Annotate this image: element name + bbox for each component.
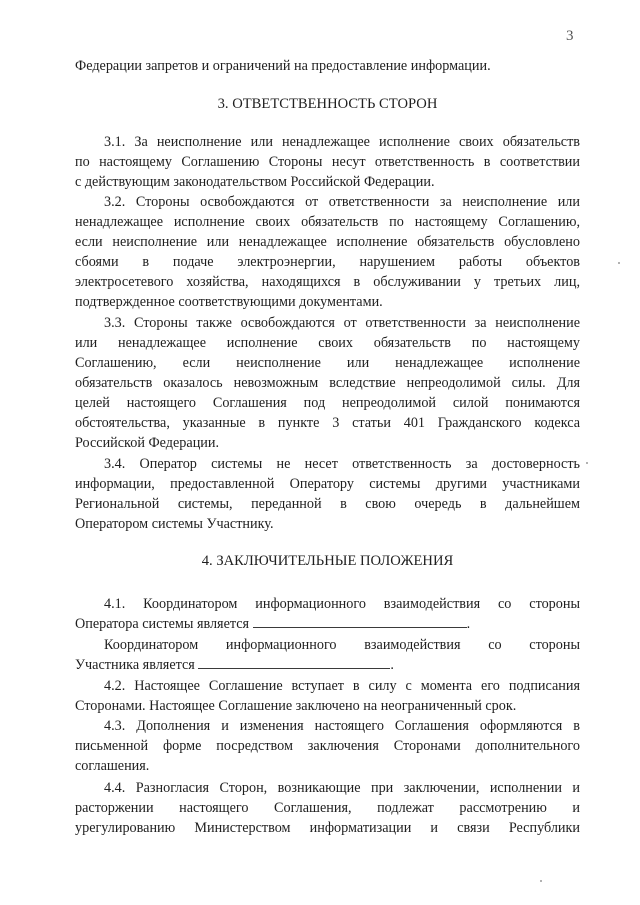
clause-3-3-line: или ненадлежащее исполнение своих обязательств по настоящему <box>75 335 580 351</box>
clause-4-4-line: расторжении настоящего Соглашения, подлежат рассмотрению и <box>75 800 580 816</box>
clause-3-1-line: с действующим законодательством Российской Федерации. <box>75 174 435 190</box>
clause-4-1-line: 4.1. Координатором информационного взаимодействия со стороны <box>104 596 580 612</box>
page-number: 3 <box>566 28 574 44</box>
scan-speck <box>540 880 542 882</box>
clause-4-2-line: Сторонами. Настоящее Соглашение заключено на неограниченный срок. <box>75 698 517 714</box>
clause-3-2-line: ненадлежащее исполнение своих обязательств по настоящему Соглашению, <box>75 214 580 230</box>
scan-speck <box>586 462 588 464</box>
clause-3-3-line: целей настоящего Соглашения под непреодолимой силой понимаются <box>75 395 580 411</box>
clause-3-3-line: Соглашению, если неисполнение или ненадлежащее исполнение <box>75 355 580 371</box>
clause-3-2-line: электросетевого хозяйства, находящихся в обслуживании у третьих лиц, <box>75 274 580 290</box>
clause-3-2-line: подтвержденное соответствующими документами. <box>75 294 383 310</box>
clause-3-2-line: если неисполнение или ненадлежащее исполнение обязательств обусловлено <box>75 234 580 250</box>
clause-3-3-line: Российской Федерации. <box>75 435 220 451</box>
clause-4-1-line <box>75 655 580 675</box>
scan-speck <box>618 262 620 264</box>
section-3-heading <box>75 93 580 115</box>
clause-3-1-line: 3.1. За неисполнение или ненадлежащее исполнение своих обязательств <box>104 134 580 150</box>
blank-field-operator <box>253 614 467 628</box>
clause-4-3-line: письменной форме посредством заключения Сторонами дополнительного <box>75 738 580 754</box>
clause-3-3-line: обязательств оказалось невозможным вследствие непреодолимой силы. Для <box>75 375 580 391</box>
clause-3-1-line: по настоящему Соглашению Стороны несут ответственность в соответствии <box>75 154 580 170</box>
blank-field-participant <box>198 655 390 669</box>
clause-4-1-line: Координатором информационного взаимодействия со стороны <box>104 637 580 653</box>
clause-4-1-lead: Оператора системы является <box>75 616 250 632</box>
clause-3-4-line: информации, предоставленной Оператору системы другими участниками <box>75 476 580 492</box>
clause-3-2-line: сбоями в подаче электроэнергии, нарушением работы объектов <box>75 254 580 270</box>
text-line: Федерации запретов и ограничений на предоставление информации. <box>75 58 491 74</box>
clause-3-4-line: Оператором системы Участнику. <box>75 516 274 532</box>
section-4-heading-text: 4. ЗАКЛЮЧИТЕЛЬНЫЕ ПОЛОЖЕНИЯ <box>201 553 454 569</box>
clause-4-3-line: 4.3. Дополнения и изменения настоящего Соглашения оформляются в <box>104 718 580 734</box>
clause-3-2-line: 3.2. Стороны освобождаются от ответственности за неисполнение или <box>104 194 580 210</box>
clause-3-4-line: 3.4. Оператор системы не несет ответственность за достоверность <box>104 456 580 472</box>
clause-4-3-line: соглашения. <box>75 758 150 774</box>
clause-4-1-period: . <box>466 616 471 632</box>
clause-4-4-line: урегулированию Министерством информатизации и связи Республики <box>75 820 580 836</box>
clause-3-3-line: 3.3. Стороны также освобождаются от ответственности за неисполнение <box>104 315 580 331</box>
clause-4-1-line <box>75 614 580 634</box>
clause-3-3-line: обстоятельства, указанные в пункте 3 статьи 401 Гражданского кодекса <box>75 415 580 431</box>
clause-4-2-line: 4.2. Настоящее Соглашение вступает в силу с момента его подписания <box>104 678 580 694</box>
section-3-heading-text: 3. ОТВЕТСТВЕННОСТЬ СТОРОН <box>217 96 438 112</box>
clause-4-1-period: . <box>390 657 394 673</box>
clause-4-4-line: 4.4. Разногласия Сторон, возникающие при заключении, исполнении и <box>104 780 580 796</box>
section-4-heading <box>75 550 580 572</box>
clause-3-4-line: Региональной системы, переданной в свою очередь в дальнейшем <box>75 496 580 512</box>
clause-4-1-lead: Участника является <box>75 657 195 673</box>
